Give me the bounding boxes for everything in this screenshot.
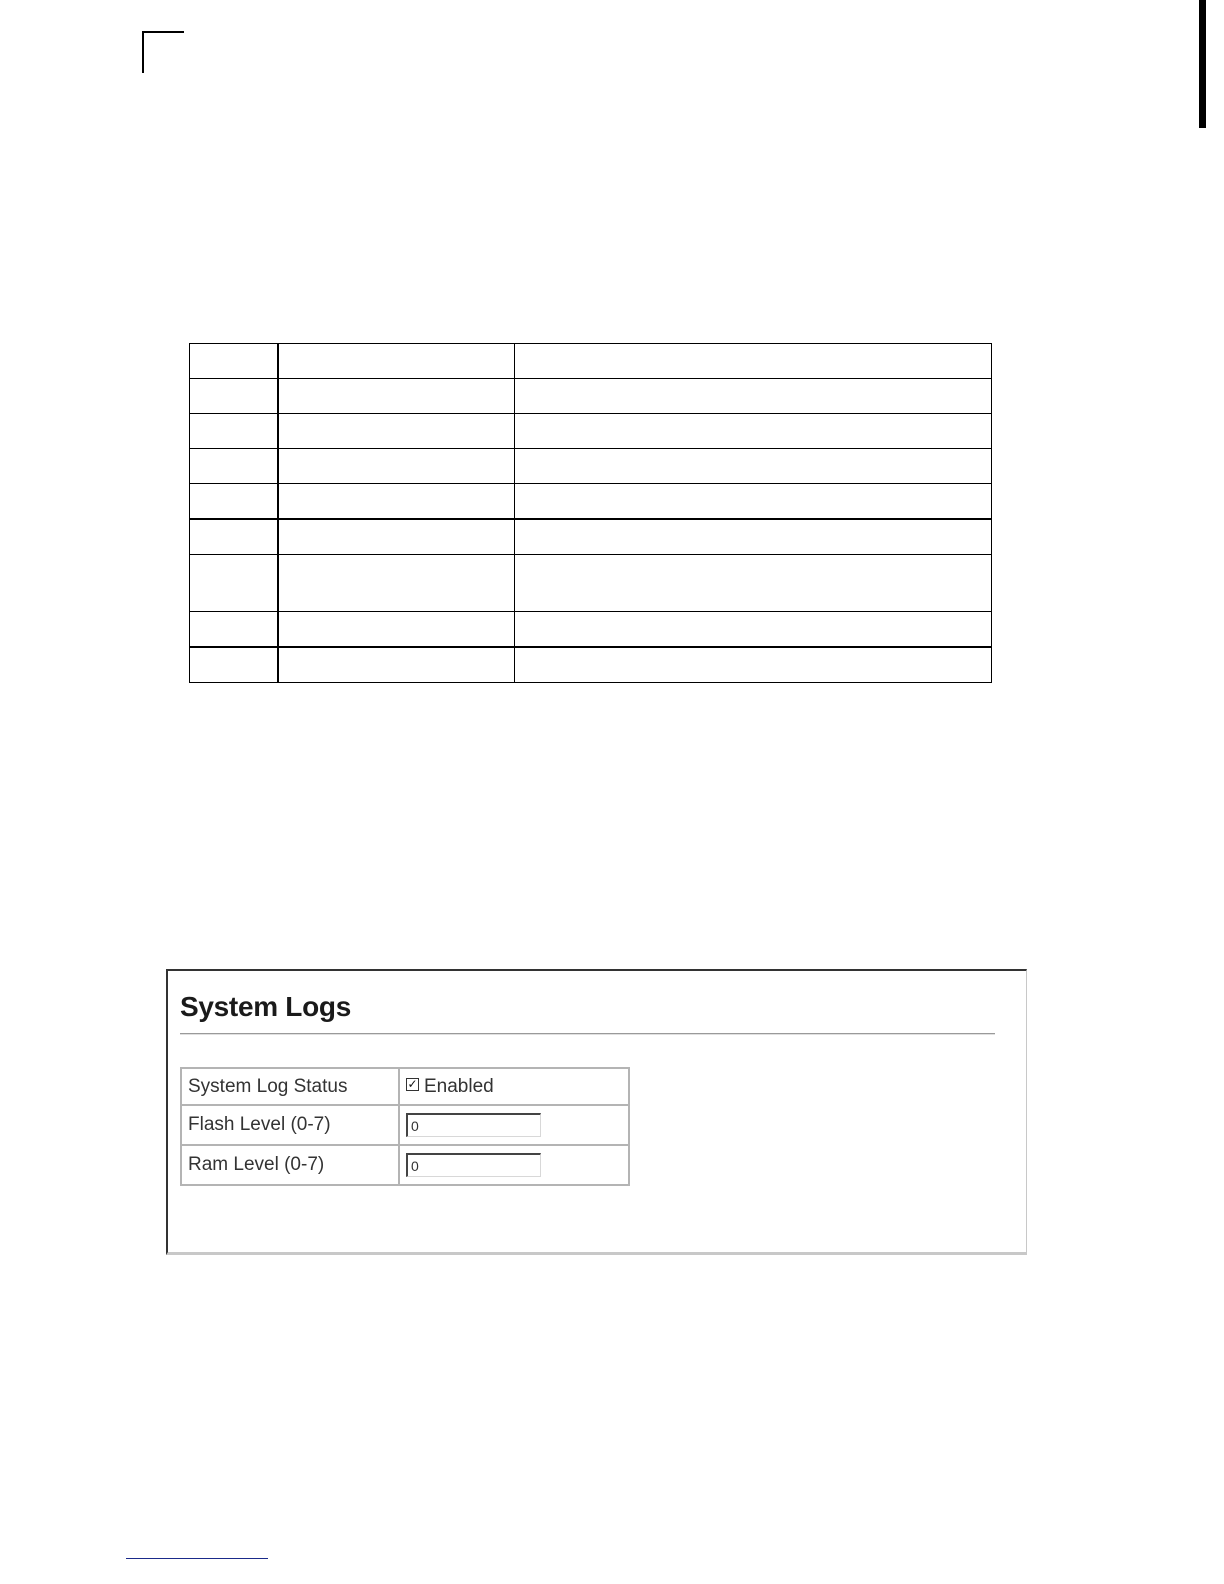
table-row	[190, 414, 992, 449]
form-row-status	[181, 1068, 629, 1105]
ram-level-label: Ram Level (0-7)	[181, 1145, 399, 1185]
table-row	[190, 484, 992, 520]
table-row	[190, 379, 992, 414]
footer-rule	[126, 1558, 268, 1559]
system-logs-panel	[166, 969, 1027, 1255]
system-log-status-checkbox[interactable]: ✓	[407, 1076, 418, 1091]
flash-level-input[interactable]	[406, 1113, 541, 1137]
table-row	[190, 647, 992, 683]
table-row	[190, 344, 992, 379]
system-log-status-cell	[399, 1068, 629, 1105]
page-edge-tab	[1199, 0, 1206, 128]
system-logs-form	[180, 1067, 630, 1186]
flash-level-cell	[399, 1105, 629, 1145]
title-divider	[180, 1033, 995, 1035]
crop-mark	[142, 31, 184, 73]
system-log-status-label: System Log Status	[181, 1068, 399, 1105]
empty-table	[189, 343, 992, 683]
ram-level-input[interactable]	[406, 1153, 541, 1177]
enabled-label: Enabled	[424, 1075, 494, 1097]
flash-level-label: Flash Level (0-7)	[181, 1105, 399, 1145]
ram-level-cell	[399, 1145, 629, 1185]
form-row-ram	[181, 1145, 629, 1185]
table-row	[190, 519, 992, 555]
table-row	[190, 612, 992, 648]
page-title: System Logs	[180, 991, 351, 1022]
table-row	[190, 555, 992, 612]
form-row-flash	[181, 1105, 629, 1145]
table-row	[190, 449, 992, 484]
